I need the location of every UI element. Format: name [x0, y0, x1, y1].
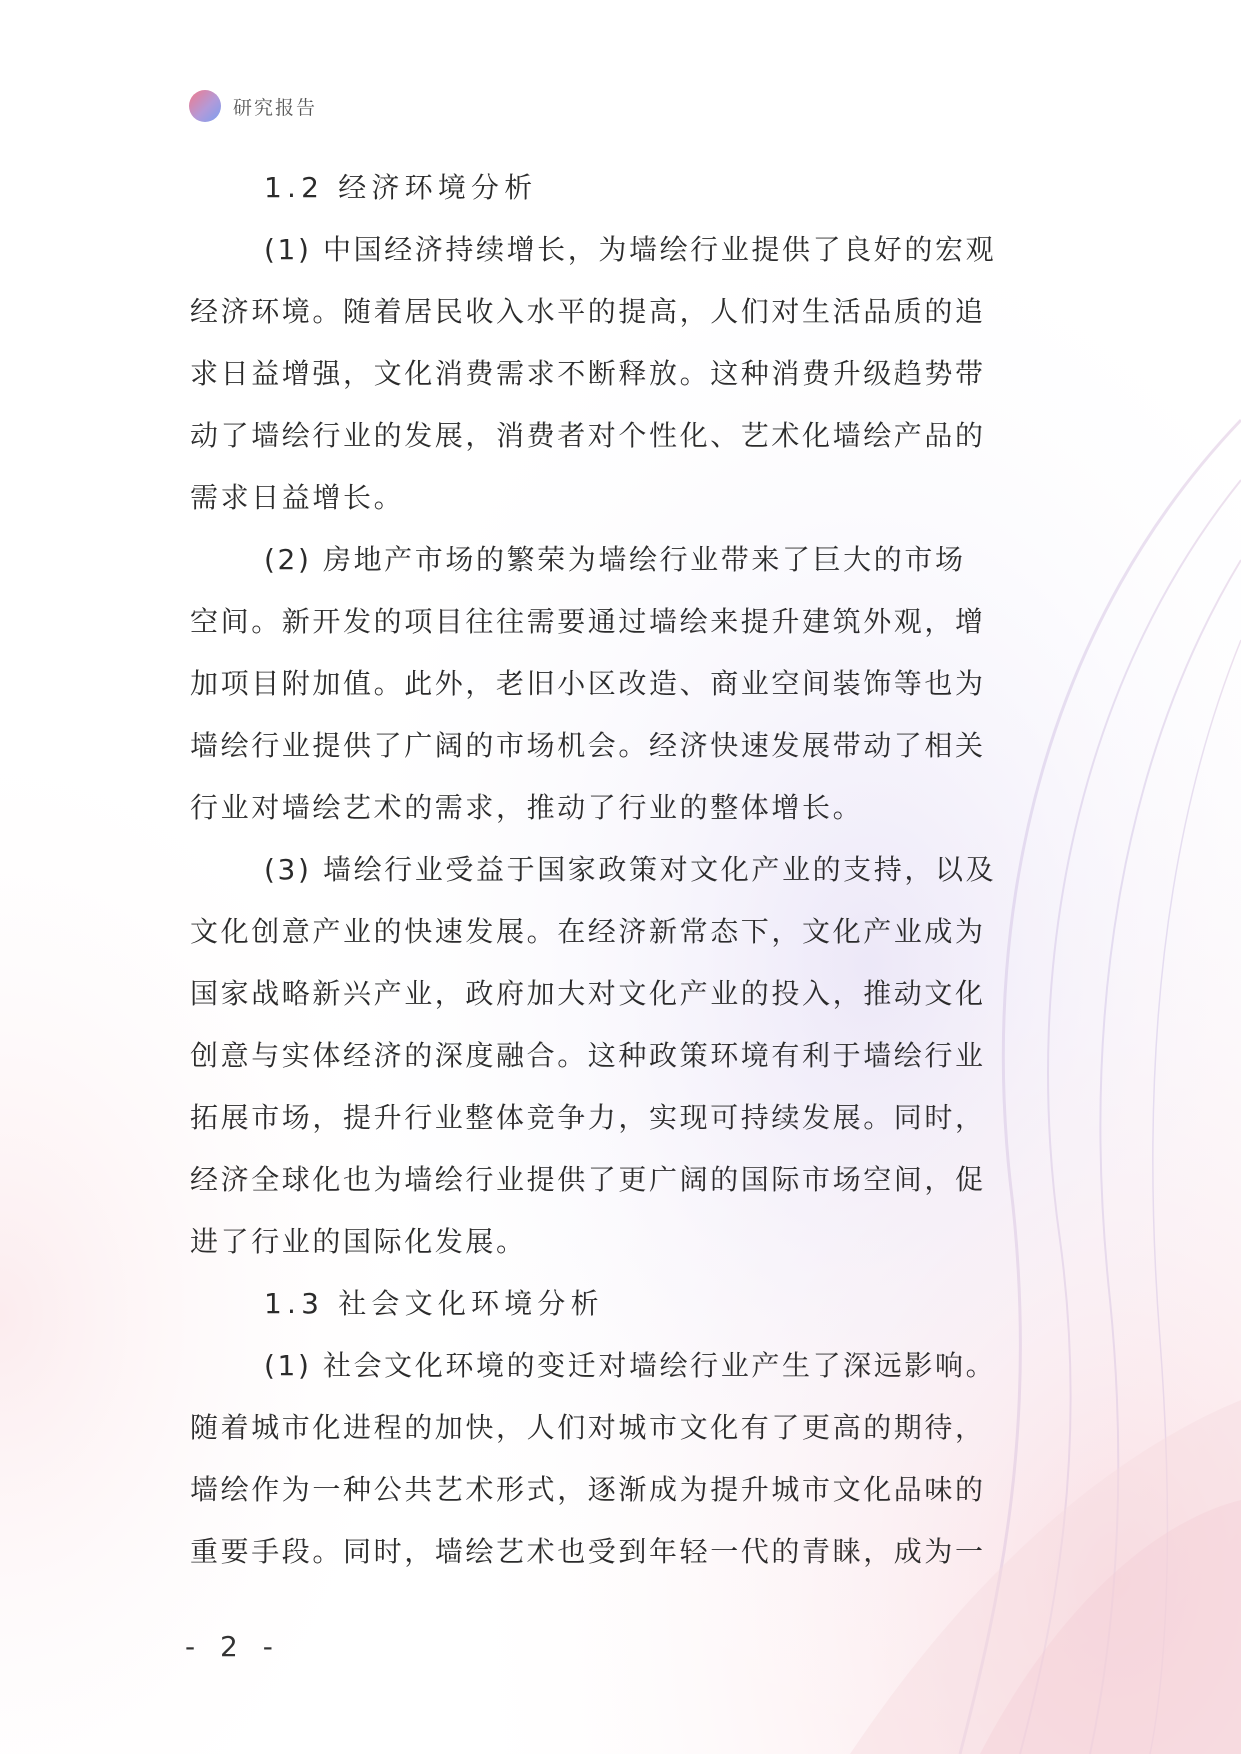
paragraph-line: 需求日益增长。 [190, 481, 405, 514]
logo-circle [189, 90, 221, 122]
paragraph-line: 进了行业的国际化发展。 [190, 1225, 527, 1258]
paragraph-line: (2) 房地产市场的繁荣为墙绘行业带来了巨大的市场 [264, 543, 966, 576]
section-heading-1-2: 1.2 经济环境分析 [264, 171, 538, 204]
paragraph-line: 创意与实体经济的深度融合。这种政策环境有利于墙绘行业 [190, 1039, 986, 1072]
paragraph-line: 随着城市化进程的加快，人们对城市文化有了更高的期待， [190, 1411, 986, 1444]
page-number: - 2 - [185, 1630, 281, 1663]
paragraph-line: 加项目附加值。此外，老旧小区改造、商业空间装饰等也为 [190, 667, 986, 700]
paragraph-line: 国家战略新兴产业，政府加大对文化产业的投入，推动文化 [190, 977, 986, 1010]
paragraph-line: 行业对墙绘艺术的需求，推动了行业的整体增长。 [190, 791, 864, 824]
paragraph-line: 墙绘行业提供了广阔的市场机会。经济快速发展带动了相关 [190, 729, 986, 762]
page-header [189, 90, 317, 122]
paragraph-line: 文化创意产业的快速发展。在经济新常态下，文化产业成为 [190, 915, 986, 948]
document-body [190, 157, 1056, 1583]
paragraph-line: 经济全球化也为墙绘行业提供了更广阔的国际市场空间，促 [190, 1163, 986, 1196]
paragraph-line: 求日益增强，文化消费需求不断释放。这种消费升级趋势带 [190, 357, 986, 390]
paragraph-line: 动了墙绘行业的发展，消费者对个性化、艺术化墙绘产品的 [190, 419, 986, 452]
paragraph-line: (3) 墙绘行业受益于国家政策对文化产业的支持，以及 [264, 853, 997, 886]
header-title: 研究报告 [233, 96, 318, 119]
paragraph-line: (1) 社会文化环境的变迁对墙绘行业产生了深远影响。 [264, 1349, 997, 1382]
paragraph-line: 经济环境。随着居民收入水平的提高，人们对生活品质的追 [190, 295, 986, 328]
paragraph-line: 重要手段。同时，墙绘艺术也受到年轻一代的青睐，成为一 [190, 1535, 986, 1568]
paragraph-line: 墙绘作为一种公共艺术形式，逐渐成为提升城市文化品味的 [190, 1473, 986, 1506]
paragraph-line: 空间。新开发的项目往往需要通过墙绘来提升建筑外观，增 [190, 605, 986, 638]
paragraph-line: 拓展市场，提升行业整体竞争力，实现可持续发展。同时， [190, 1101, 986, 1134]
paragraph-line: (1) 中国经济持续增长，为墙绘行业提供了良好的宏观 [264, 233, 997, 266]
section-heading-1-3: 1.3 社会文化环境分析 [264, 1287, 604, 1320]
